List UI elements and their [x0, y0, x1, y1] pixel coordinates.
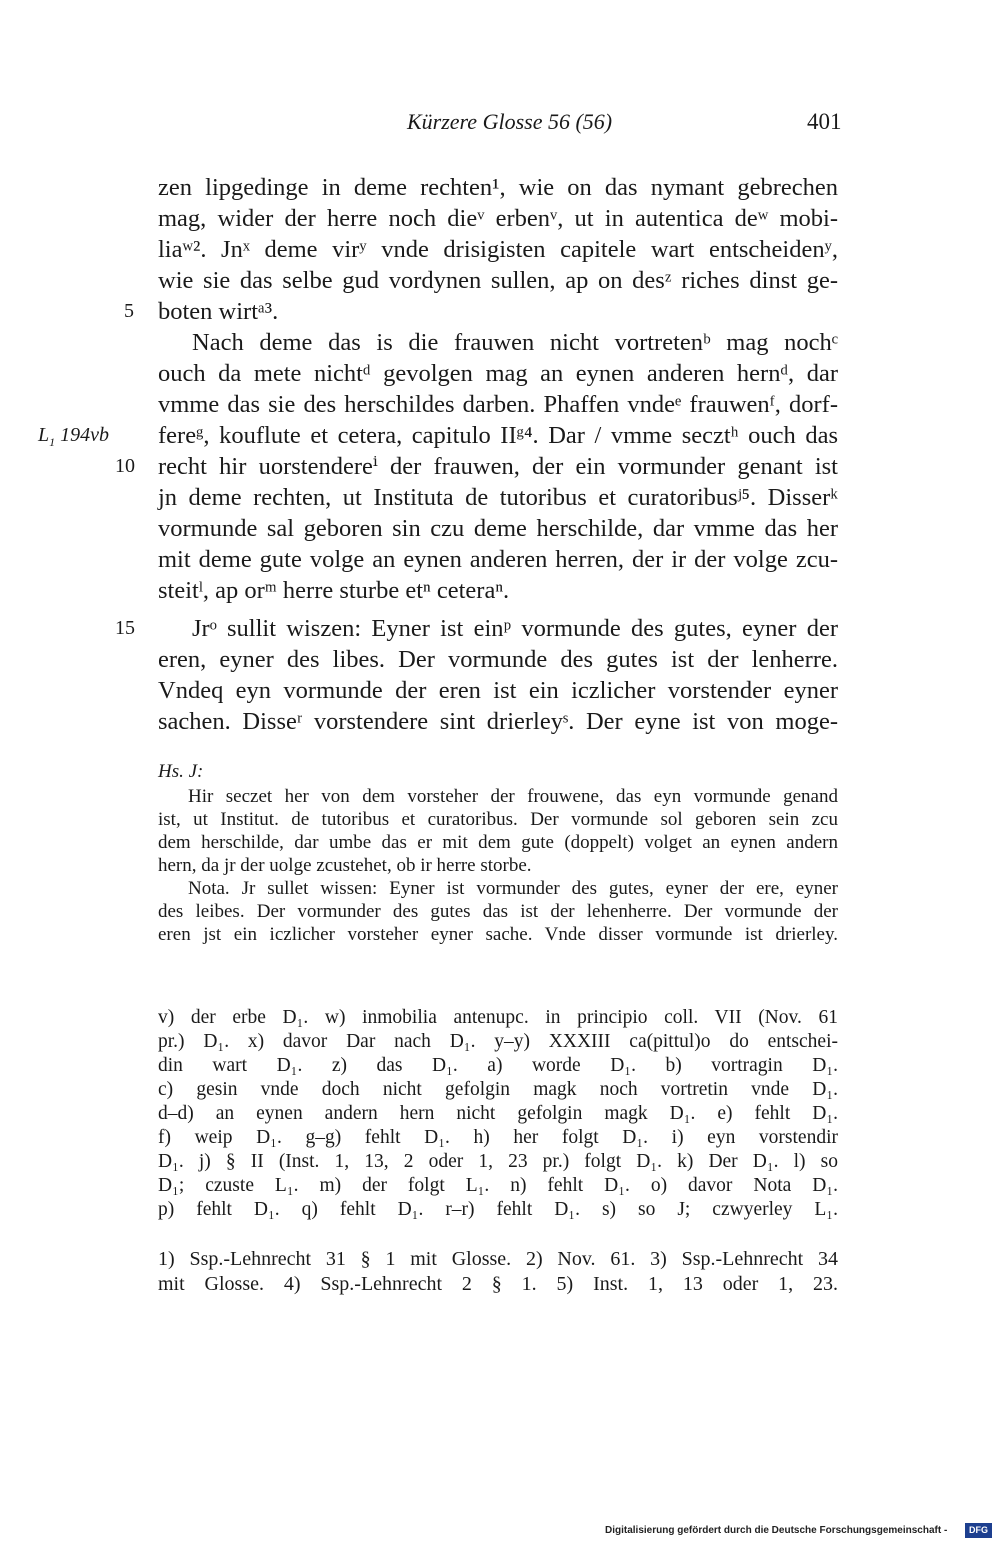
hs-line: ist, ut Institut. de tutoribus et curatoribus. Der vormunde sol geboren sein zcu — [158, 809, 838, 830]
apparatus-line: D₁. j) § II (Inst. 1, 13, 2 oder 1, 23 pr.) folgt D₁. k) Der D₁. l) so — [158, 1151, 838, 1172]
text-line: zen lipgedinge in deme rechten¹, wie on das nymant gebrechen — [158, 174, 838, 201]
hs-line: hern, da jr der uolge zcustehet, ob ir herre storbe. — [158, 855, 532, 876]
text-line: liaʷ². Jnˣ deme virʸ vnde drisigisten capitele wart entscheidenʸ, — [158, 236, 838, 263]
apparatus-line: pr.) D₁. x) davor Dar nach D₁. y–y) XXXIII ca(pittul)o do entschei- — [158, 1031, 838, 1052]
running-title: Kürzere Glosse 56 (56) — [407, 109, 613, 134]
text-line: mit deme gute volge an eynen anderen herren, der ir der volge zcu- — [158, 546, 838, 573]
text-line: ouch da mete nichtᵈ gevolgen mag an eynen anderen hernᵈ, dar — [158, 360, 838, 387]
text-line: vmme das sie des herschildes darben. Phaffen vndeᵉ frauwenᶠ, dorf- — [158, 391, 838, 418]
line-number-5: 5 — [124, 300, 134, 322]
sigil-letter: L — [38, 424, 50, 446]
text-line: vormunde sal geboren sin czu deme herschilde, dar vmme das her — [158, 515, 838, 542]
apparatus-line: din wart D₁. z) das D₁. a) worde D₁. b) vortragin D₁. — [158, 1055, 838, 1076]
funding-credit: Digitalisierung gefördert durch die Deutsche Forschungsgemeinschaft - — [605, 1525, 948, 1536]
text-line: Nach deme das is die frauwen nicht vortretenᵇ mag nochᶜ — [192, 329, 838, 356]
apparatus-line: c) gesin vnde doch nicht gefolgin magk noch vortretin vnde D₁. — [158, 1079, 838, 1100]
text-line: sachen. Disseʳ vorstendere sint drierleyˢ. Der eyne ist von moge- — [158, 708, 838, 735]
sigil-folio: 194vb — [55, 424, 110, 446]
manuscript-sigil — [38, 420, 109, 458]
text-line: steitˡ, ap orᵐ herre sturbe etⁿ ceteraⁿ. — [158, 577, 510, 604]
apparatus-line: D₁; czuste L₁. m) der folgt L₁. n) fehlt D₁. o) davor Nota D₁. — [158, 1175, 838, 1196]
text-line: boten wirtᵃ³. — [158, 298, 279, 325]
dfg-logo: DFG — [965, 1523, 992, 1538]
hs-line: Nota. Jr sullet wissen: Eyner ist vormunder des gutes, eyner der ere, eyner — [188, 878, 838, 899]
apparatus-line: p) fehlt D₁. q) fehlt D₁. r–r) fehlt D₁. s) so J; czwyerley L₁. — [158, 1199, 838, 1220]
text-line: Jrᵒ sullit wiszen: Eyner ist einᵖ vormunde des gutes, eyner der — [192, 615, 838, 642]
apparatus-line: v) der erbe D₁. w) inmobilia antenupc. in principio coll. VII (Nov. 61 — [158, 1007, 838, 1028]
text-line: fereᵍ, kouflute et cetera, capitulo IIᵍ⁴. Dar / vmme secztʰ ouch das — [158, 422, 838, 449]
sigil-subscript: 1 — [49, 435, 56, 449]
hs-line: Hir seczet her von dem vorsteher der frouwene, das eyn vormunde genand — [188, 786, 838, 807]
footnote-line: 1) Ssp.-Lehnrecht 31 § 1 mit Glosse. 2) Nov. 61. 3) Ssp.-Lehnrecht 34 — [158, 1248, 838, 1270]
text-line: wie sie das selbe gud vordynen sullen, ap on desᶻ riches dinst ge- — [158, 267, 838, 294]
apparatus-line: f) weip D₁. g–g) fehlt D₁. h) her folgt D₁. i) eyn vorstendir — [158, 1127, 838, 1148]
text-line: eren, eyner des libes. Der vormunde des gutes ist der lenherre. — [158, 646, 838, 673]
apparatus-line: d–d) an eynen andern hern nicht gefolgin magk D₁. e) fehlt D₁. — [158, 1103, 838, 1124]
text-line: Vndeq eyn vormunde der eren ist ein iczlicher vorstender eyner — [158, 677, 838, 704]
hs-line: dem herschilde, dar umbe das er mit dem gute (doppelt) volget an eynen andern — [158, 832, 838, 853]
page-number: 401 — [807, 109, 842, 134]
line-number-10: 10 — [115, 455, 135, 477]
text-line: recht hir uorstendereⁱ der frauwen, der ein vormunder genant ist — [158, 453, 838, 480]
hs-line: des leibes. Der vormunder des gutes das ist der lehenherre. Der vormunde der — [158, 901, 838, 922]
footnote-line: mit Glosse. 4) Ssp.-Lehnrecht 2 § 1. 5) Inst. 1, 13 oder 1, 23. — [158, 1273, 838, 1295]
hs-heading: Hs. J: — [158, 761, 204, 782]
hs-line: eren jst ein iczlicher vorsteher eyner sache. Vnde disser vormunde ist drierley. — [158, 924, 838, 945]
text-line: jn deme rechten, ut Instituta de tutoribus et curatoribusʲ⁵. Disserᵏ — [158, 484, 838, 511]
text-line: mag, wider der herre noch dieᵛ erbenᵛ, ut in autentica deʷ mobi- — [158, 205, 838, 232]
line-number-15: 15 — [115, 617, 135, 639]
